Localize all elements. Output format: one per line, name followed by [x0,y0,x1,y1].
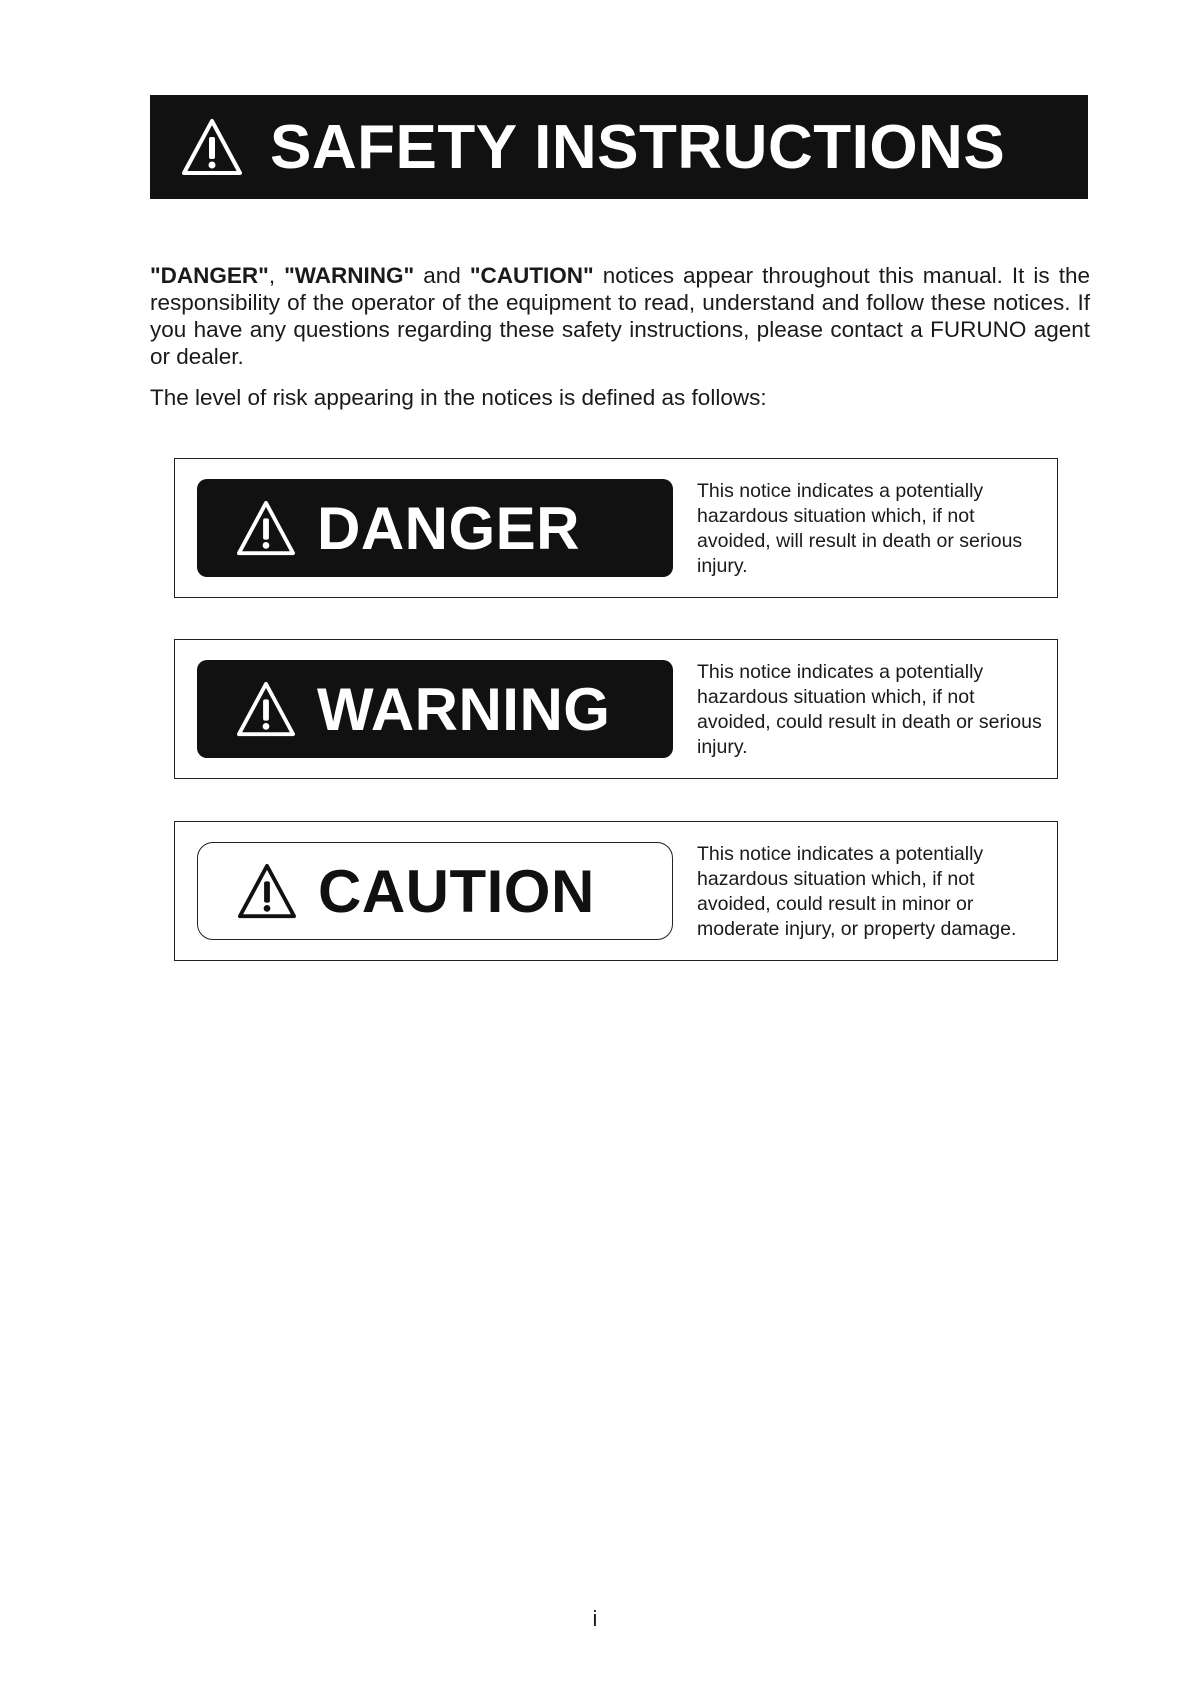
warning-label: WARNING [317,675,611,743]
intro-paragraph-1-rest: notices appear throughout this manual. It is the responsibility of the operator of the equipment to read, understand and follow these notices. If you have any questions regarding these safety instructions, please contact a FURUNO agent or dealer. [150,263,1090,369]
caution-description: This notice indicates a potentially hazardous situation which, if not avoided, could result in minor or moderate injury, or property damage. [697,843,1017,940]
notice-danger [174,458,1058,598]
warning-triangle-icon [235,499,297,557]
warning-triangle-icon [236,862,298,920]
intro-text [150,262,1090,411]
caution-label-box [197,842,673,940]
term-warning: "WARNING" [284,263,415,288]
separator: and [414,263,470,288]
separator: , [268,263,285,288]
term-danger: "DANGER" [150,263,269,288]
term-caution: "CAUTION" [469,263,594,288]
intro-paragraph-2: The level of risk appearing in the notices is defined as follows: [150,385,767,410]
danger-label-box [197,479,673,577]
caution-label: CAUTION [318,857,595,925]
intro-paragraph-1 [150,262,1090,370]
notice-warning [174,639,1058,779]
page-number: i [592,1606,598,1631]
warning-triangle-icon [235,680,297,738]
danger-label: DANGER [317,494,581,562]
warning-label-box [197,660,673,758]
warning-description: This notice indicates a potentially hazardous situation which, if not avoided, could result in death or serious injury. [697,661,1042,758]
warning-triangle-icon [180,117,244,177]
page-title: SAFETY INSTRUCTIONS [270,112,1006,182]
notice-caution [174,821,1058,961]
title-banner [150,95,1088,199]
danger-description: This notice indicates a potentially hazardous situation which, if not avoided, will result in death or serious injury. [697,480,1023,577]
